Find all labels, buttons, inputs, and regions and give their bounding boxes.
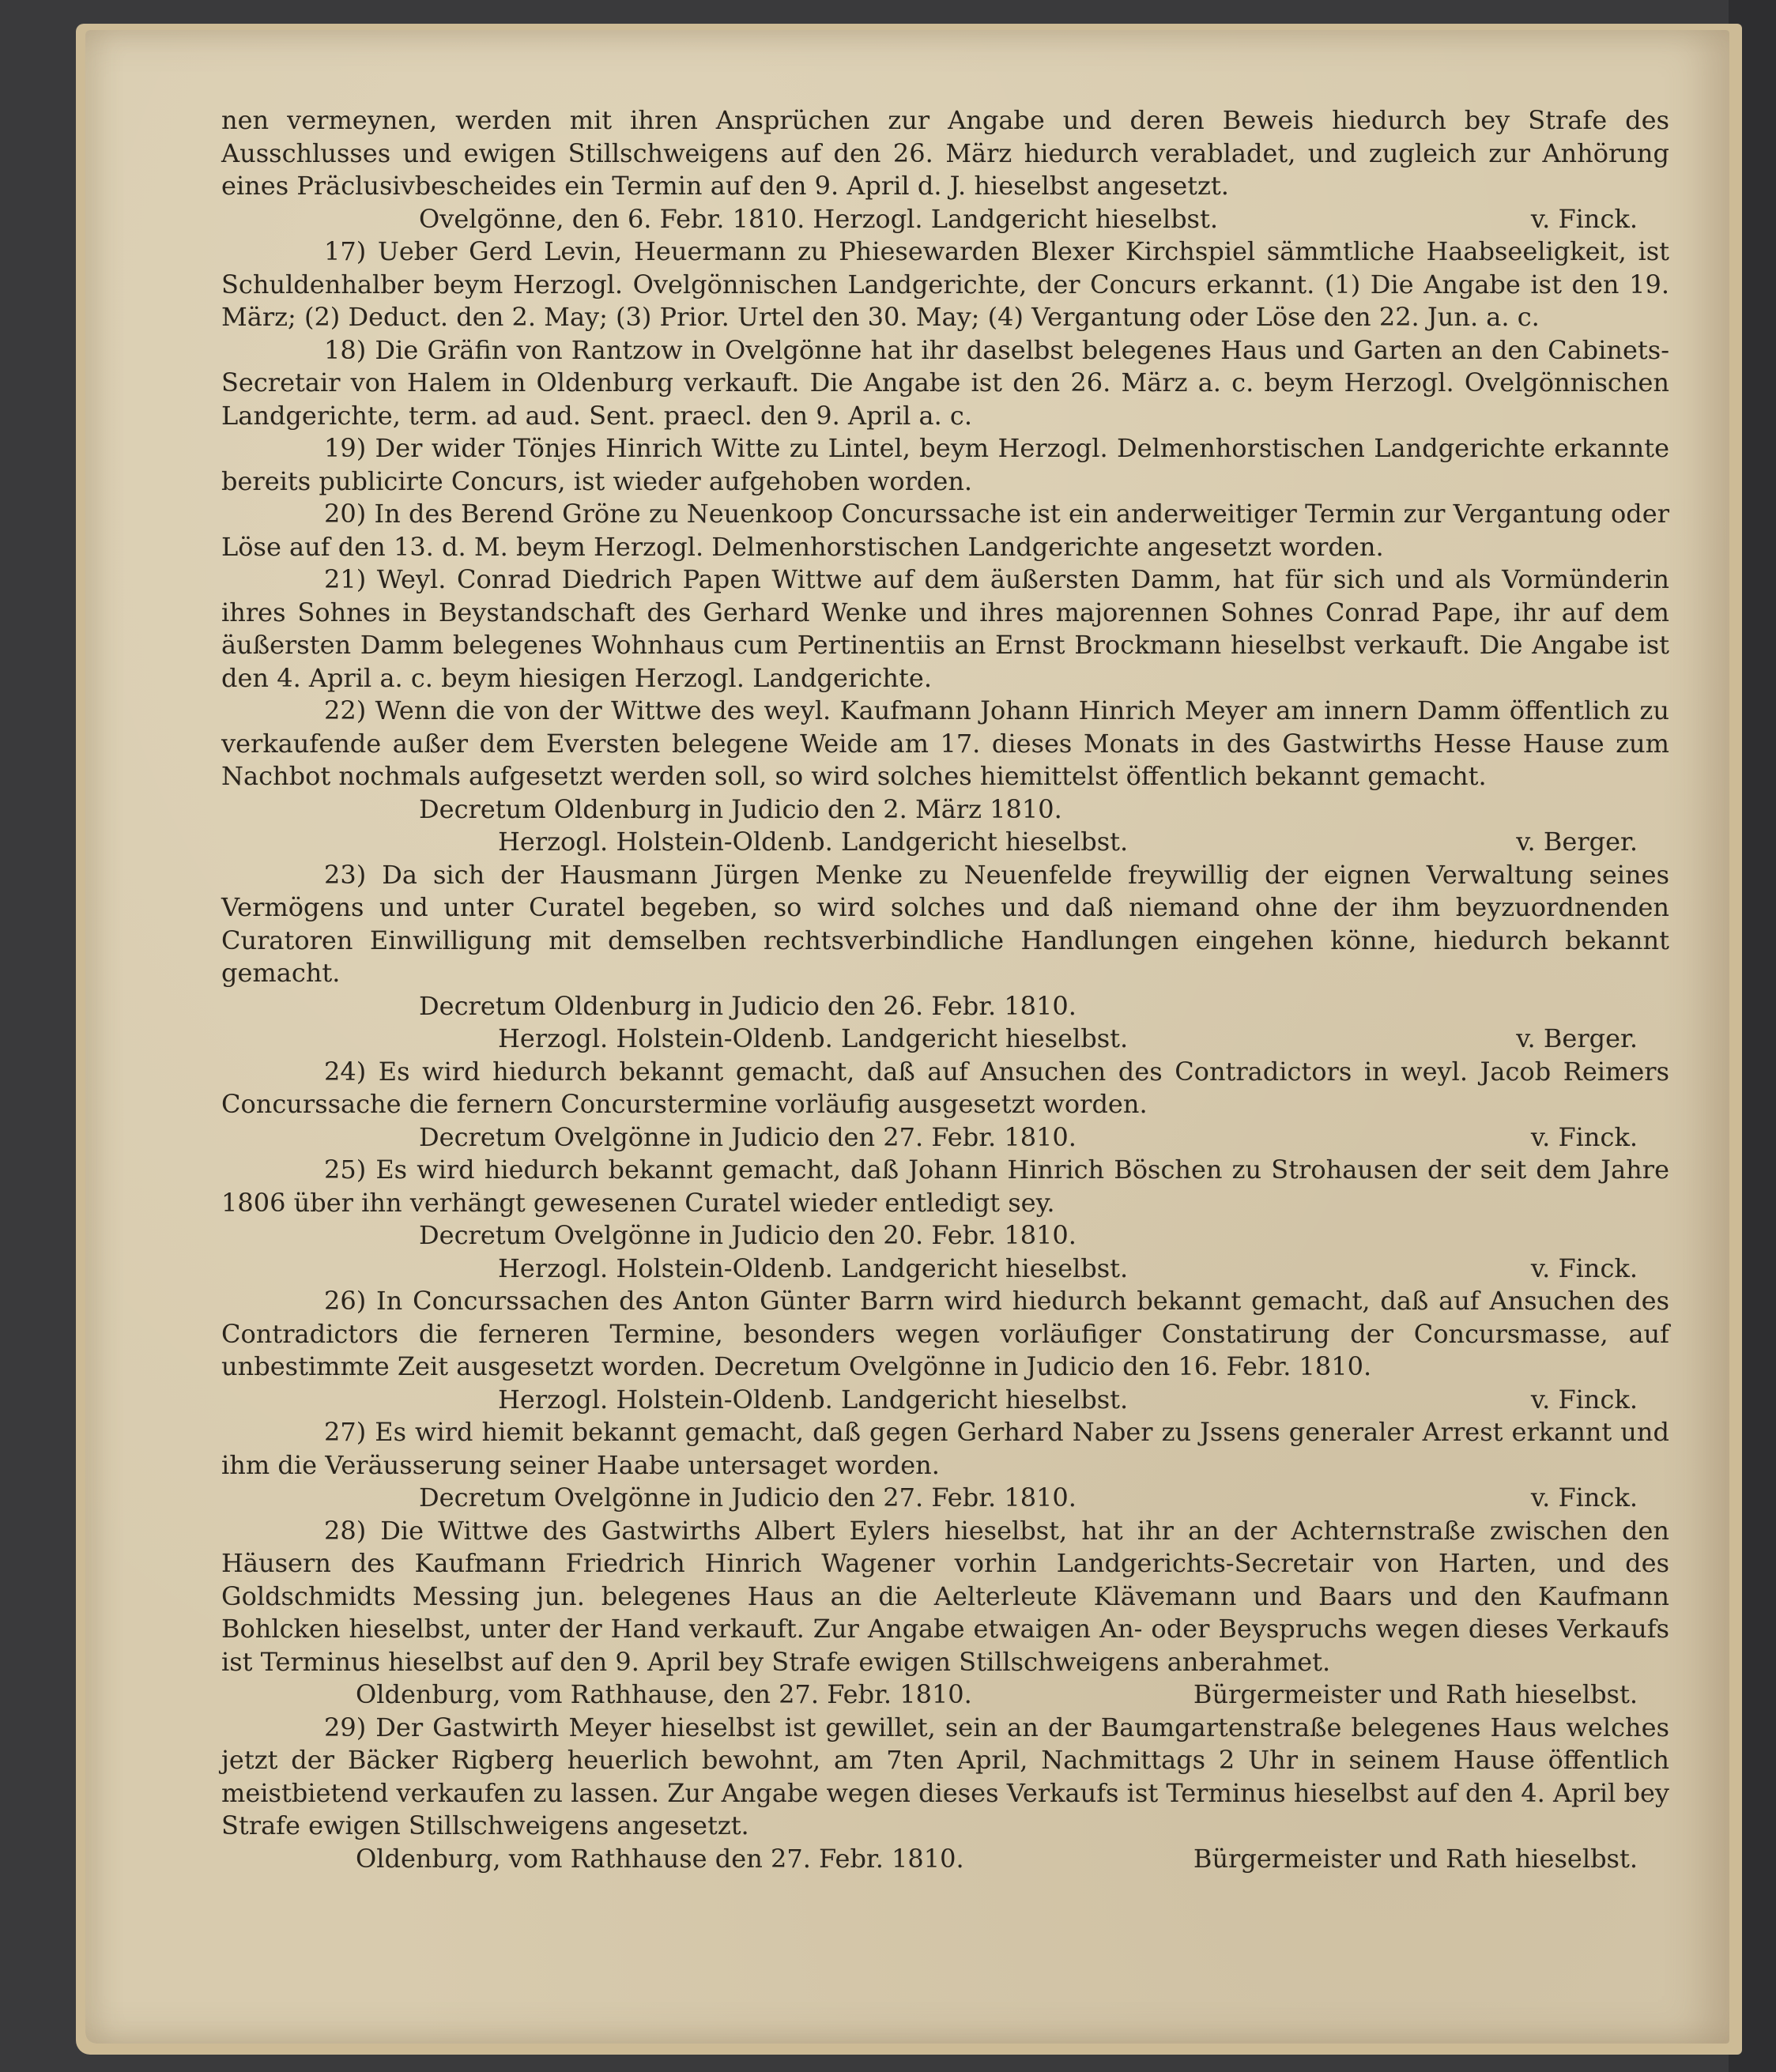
entry-23-court-line <box>221 1023 1669 1056</box>
entry-26: 26) In Concurssachen des Anton Günter Barrn wird hiedurch bekannt gemacht, daß auf Ansuchen des Contradictors die ferneren Termine, besonders wegen vorläufiger Constatirung der Concursmasse, auf unbestimmte Zeit ausgesetzt worden. Decretum Ovelgönne in Judicio den 16. Febr. 1810. <box>221 1286 1669 1381</box>
entry-22: 22) Wenn die von der Wittwe des weyl. Kaufmann Johann Hinrich Meyer am innern Damm öffentlich zu verkaufende außer dem Eversten belegene Weide am 17. dieses Monats in des Gastwirths Hesse Hause zum Nachbot nochmals aufgesetzt werden soll, so wird solches hiemittelst öffentlich bekannt gemacht. <box>221 695 1669 791</box>
entry-27-signature: v. Finck. <box>1530 1482 1638 1513</box>
entry-26-court-line <box>221 1384 1669 1417</box>
entry-27-decree-line <box>221 1482 1669 1515</box>
entry-23-signature: v. Berger. <box>1516 1023 1638 1053</box>
entry-29-signature: Bürgermeister und Rath hieselbst. <box>1193 1843 1638 1874</box>
entry-22-decree-line <box>221 793 1669 827</box>
entry-17: 17) Ueber Gerd Levin, Heuermann zu Phiesewarden Blexer Kirchspiel sämmtliche Haabseeligkeit, ist Schuldenhalber beym Herzogl. Ovelgönnischen Landgerichte, der Concurs erkannt. (1) Die Angabe ist den 19. März; (2) Deduct. den 2. May; (3) Prior. Urtel den 30. May; (4) Vergantung oder Löse den 22. Jun. a. c. <box>221 236 1669 332</box>
entry-23-decree-line <box>221 990 1669 1023</box>
entry-25-signature: v. Finck. <box>1530 1253 1638 1283</box>
entry-25-court: Herzogl. Holstein-Oldenb. Landgericht hieselbst. <box>498 1253 1129 1283</box>
entry-25-decree-line <box>221 1219 1669 1253</box>
entry-28-signature: Bürgermeister und Rath hieselbst. <box>1193 1679 1638 1709</box>
entry-20: 20) In des Berend Gröne zu Neuenkoop Concurssache ist ein anderweitiger Termin zur Vergantung oder Löse auf den 13. d. M. beym Herzogl. Delmenhorstischen Landgerichte angesetzt worden. <box>221 499 1669 562</box>
entry-26-signature: v. Finck. <box>1530 1384 1638 1415</box>
entry-23-court: Herzogl. Holstein-Oldenb. Landgericht hieselbst. <box>498 1023 1129 1053</box>
intro-date: Ovelgönne, den 6. Febr. 1810. Herzogl. Landgericht hieselbst. <box>419 203 1218 234</box>
entry-27: 27) Es wird hiemit bekannt gemacht, daß gegen Gerhard Naber zu Jssens generaler Arrest erkannt und ihm die Veräusserung seiner Haabe untersaget worden. <box>221 1417 1669 1480</box>
entry-27-decree: Decretum Ovelgönne in Judicio den 27. Febr. 1810. <box>419 1482 1077 1513</box>
intro-paragraph: nen vermeynen, werden mit ihren Ansprüchen zur Angabe und deren Beweis hiedurch bey Strafe des Ausschlusses und ewigen Stillschweigens auf den 26. März hiedurch verabladet, und zugleich zur Anhörung eines Präclusivbescheides ein Termin auf den 9. April d. J. hieselbst angesetzt. <box>221 105 1669 201</box>
entry-25-court-line <box>221 1253 1669 1286</box>
entry-22-decree: Decretum Oldenburg in Judicio den 2. März 1810. <box>419 793 1062 824</box>
entry-24-decree-line <box>221 1121 1669 1155</box>
entry-24-decree: Decretum Ovelgönne in Judicio den 27. Febr. 1810. <box>419 1121 1077 1152</box>
entry-23: 23) Da sich der Hausmann Jürgen Menke zu Neuenfelde freywillig der eignen Verwaltung seines Vermögens und unter Curatel begeben, so wird solches und daß niemand ohne der ihm beyzuordnenden Curatoren Einwilligung mit demselben rechtsverbindliche Handlungen eingehen könne, hiedurch bekannt gemacht. <box>221 859 1669 988</box>
entry-22-court-line <box>221 826 1669 859</box>
entry-26-court: Herzogl. Holstein-Oldenb. Landgericht hieselbst. <box>498 1384 1129 1415</box>
entry-23-decree: Decretum Oldenburg in Judicio den 26. Febr. 1810. <box>419 990 1077 1021</box>
entry-21: 21) Weyl. Conrad Diedrich Papen Wittwe auf dem äußersten Damm, hat für sich und als Vormünderin ihres Sohnes in Beystandschaft des Gerhard Wenke und ihres majorennen Sohnes Conrad Pape, ihr auf dem äußersten Damm belegenes Wohnhaus cum Pertinentiis an Ernst Brockmann hieselbst verkauft. Die Angabe ist den 4. April a. c. beym hiesigen Herzogl. Landgerichte. <box>221 564 1669 693</box>
entry-22-court: Herzogl. Holstein-Oldenb. Landgericht hieselbst. <box>498 827 1129 857</box>
entry-25: 25) Es wird hiedurch bekannt gemacht, daß Johann Hinrich Böschen zu Strohausen der seit dem Jahre 1806 über ihn verhängt gewesenen Curatel wieder entledigt sey. <box>221 1155 1669 1218</box>
entry-28: 28) Die Wittwe des Gastwirths Albert Eylers hieselbst, hat ihr an der Achternstraße zwischen den Häusern des Kaufmann Friedrich Hinrich Wagener vorhin Landgerichts-Secretair von Harten, und des Goldschmidts Messing jun. belegenes Haus an die Aelterleute Klävemann und Baars und den Kaufmann Bohlcken hieselbst, unter der Hand verkauft. Zur Angabe etwaigen An- oder Beyspruchs wegen dieses Verkaufs ist Terminus hieselbst auf den 9. April bey Strafe ewigen Stillschweigens anberahmet. <box>221 1515 1669 1677</box>
entry-24: 24) Es wird hiedurch bekannt gemacht, daß auf Ansuchen des Contradictors in weyl. Jacob Reimers Concurssache die fernern Concurstermine vorläufig ausgesetzt worden. <box>221 1056 1669 1119</box>
entry-25-decree: Decretum Ovelgönne in Judicio den 20. Febr. 1810. <box>419 1220 1077 1250</box>
entry-22-signature: v. Berger. <box>1516 827 1638 857</box>
entry-29-date-line <box>221 1843 1669 1876</box>
entry-28-date: Oldenburg, vom Rathhause, den 27. Febr. 1810. <box>356 1679 972 1709</box>
entry-29: 29) Der Gastwirth Meyer hieselbst ist gewillet, sein an der Baumgartenstraße belegenes Haus welches jetzt der Bäcker Rigberg heuerlich bewohnt, am 7ten April, Nachmittags 2 Uhr in seinem Hause öffentlich meistbietend verkaufen zu lassen. Zur Angabe wegen dieses Verkaufs ist Terminus hieselbst auf den 4. April bey Strafe ewigen Stillschweigens angesetzt. <box>221 1712 1669 1840</box>
entry-28-date-line <box>221 1678 1669 1712</box>
entry-24-signature: v. Finck. <box>1530 1121 1638 1152</box>
entry-29-date: Oldenburg, vom Rathhause den 27. Febr. 1810. <box>356 1843 964 1874</box>
entry-18: 18) Die Gräfin von Rantzow in Ovelgönne hat ihr daselbst belegenes Haus und Garten an den Cabinets-Secretair von Halem in Oldenburg verkauft. Die Angabe ist den 26. März a. c. beym Herzogl. Ovelgönnischen Landgerichte, term. ad aud. Sent. praecl. den 9. April a. c. <box>221 334 1669 431</box>
intro-signature-line <box>221 203 1669 236</box>
page-text <box>221 104 1669 1875</box>
entry-19: 19) Der wider Tönjes Hinrich Witte zu Lintel, beym Herzogl. Delmenhorstischen Landgerichte erkannte bereits publicirte Concurs, ist wieder aufgehoben worden. <box>221 433 1669 496</box>
intro-signature: v. Finck. <box>1530 203 1638 234</box>
